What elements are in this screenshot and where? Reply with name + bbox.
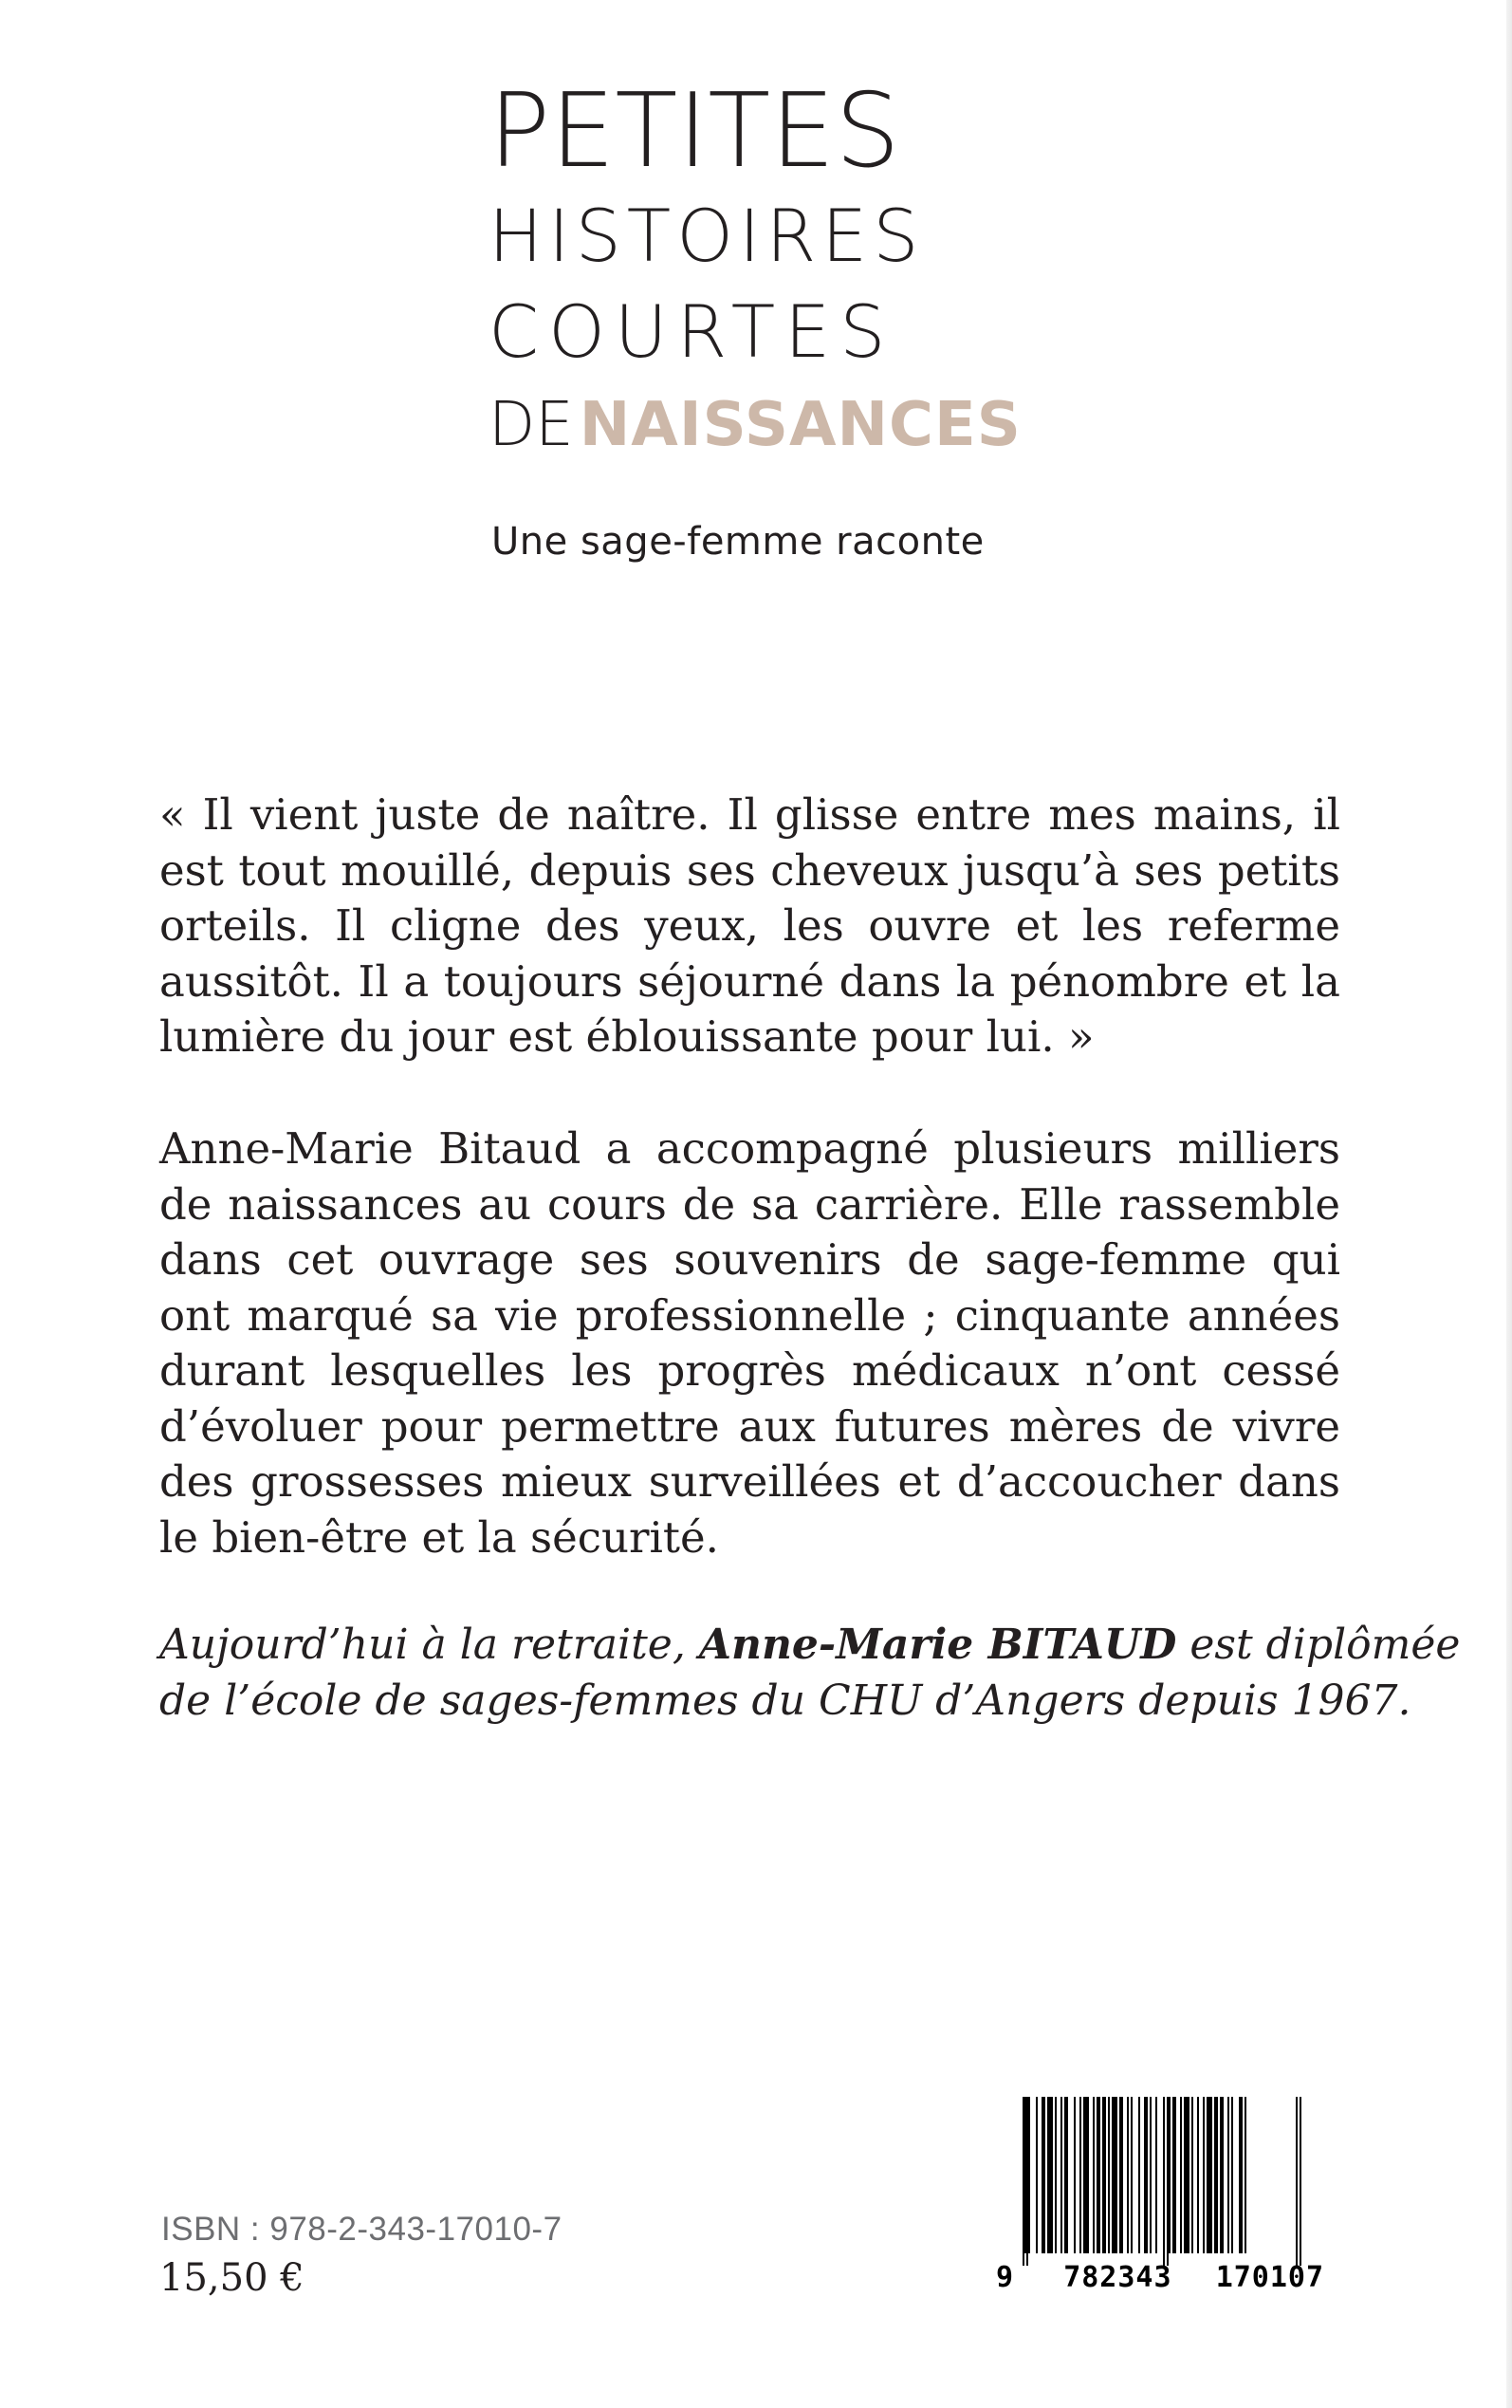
barcode-bar <box>1227 2097 1229 2253</box>
barcode-bar <box>1191 2097 1193 2253</box>
barcode-guard-bar <box>1300 2097 1301 2266</box>
excerpt-quote: « Il vient juste de naître. Il glisse entre mes mains, il est tout mouillé, depuis ses cheveux jusqu’à ses petits orteils. Il cligne des yeux, les ouvre et les referme aussitôt. Il a toujours séjourné dans la pénombre et la lumière du jour est éblouissante pour lui. » <box>159 789 1340 1062</box>
barcode-bar <box>1180 2097 1182 2253</box>
barcode-bar <box>1220 2097 1224 2253</box>
title-line-3: COURTES <box>489 289 895 374</box>
barcode-bar <box>1047 2097 1053 2253</box>
barcode-bar <box>1172 2097 1176 2253</box>
book-price: 15,50 € <box>159 2256 304 2300</box>
title-highlight: NAISSANCES <box>579 390 1022 460</box>
title-line-4 <box>489 390 1022 460</box>
barcode-bar <box>1127 2097 1129 2253</box>
book-subtitle: Une sage-femme raconte <box>491 520 985 564</box>
barcode-bar <box>1042 2097 1045 2253</box>
barcode-bar <box>1144 2097 1148 2253</box>
barcode-bar <box>1055 2097 1057 2253</box>
barcode-bar <box>1197 2097 1199 2253</box>
title-line-2: HISTOIRES <box>489 194 925 278</box>
barcode-bar <box>1150 2097 1152 2253</box>
barcode-bar <box>1097 2097 1100 2253</box>
barcode-bar <box>1102 2097 1106 2253</box>
book-description: Anne-Marie Bitaud a accompagné plusieurs milliers de naissances au cours de sa carrière. Elle rassemble dans cet ouvrage ses souvenirs de sage-femme qui ont marqué sa vie professionnelle ; cinquante années durant lesquelles les progrès médicaux n’ont cessé d’évoluer pour permettre aux futures mères de vivre des grossesses mieux surveillées et d’accoucher dans le bien-être et la sécurité. <box>159 1123 1340 1563</box>
isbn-number: ISBN : 978-2-343-17010-7 <box>161 2211 562 2248</box>
barcode-bar <box>1093 2097 1095 2253</box>
barcode-bar <box>1060 2097 1062 2253</box>
barcode-digits-left: 782343 <box>1063 2261 1172 2294</box>
cover-edge <box>1506 0 1512 2408</box>
barcode-guard-bar <box>1026 2097 1028 2266</box>
barcode-digits <box>996 2261 1325 2294</box>
barcode <box>996 2097 1325 2301</box>
barcode-guard-bar <box>1023 2097 1024 2266</box>
title-line-1: PETITES <box>489 72 900 191</box>
book-title <box>489 72 1022 460</box>
barcode-bar <box>1079 2097 1081 2253</box>
barcode-bar <box>1083 2097 1089 2253</box>
barcode-digits-right: 170107 <box>1215 2261 1325 2294</box>
barcode-bar <box>1028 2097 1030 2253</box>
barcode-bar <box>1203 2097 1205 2253</box>
barcode-guard-bar <box>1296 2097 1298 2266</box>
barcode-guard-bar <box>1163 2097 1165 2266</box>
barcode-bar <box>1074 2097 1076 2253</box>
author-bio-line2: de l’école de sages-femmes du CHU d’Angers depuis 1967. <box>159 1676 1411 1725</box>
barcode-bar <box>1184 2097 1189 2253</box>
barcode-bar <box>1155 2097 1157 2253</box>
barcode-bar <box>1112 2097 1117 2253</box>
title-prefix: DE <box>489 390 574 460</box>
barcode-bar <box>1119 2097 1123 2253</box>
barcode-bar <box>1214 2097 1218 2253</box>
author-name: Anne-Marie BITAUD <box>698 1621 1177 1669</box>
barcode-bar <box>1231 2097 1233 2253</box>
barcode-bar <box>1138 2097 1140 2253</box>
author-bio-intro: Aujourd’hui à la retraite, <box>159 1621 699 1669</box>
barcode-bar <box>1036 2097 1038 2253</box>
barcode-bar <box>1207 2097 1212 2253</box>
barcode-bar <box>1239 2097 1243 2253</box>
barcode-bar <box>1131 2097 1133 2253</box>
author-bio <box>159 1618 1461 1729</box>
barcode-bar <box>1245 2097 1246 2253</box>
barcode-digit-first: 9 <box>996 2261 1015 2294</box>
barcode-bar <box>1064 2097 1068 2253</box>
author-bio-line1-end: est diplômée <box>1176 1621 1461 1669</box>
barcode-guard-bar <box>1167 2097 1169 2266</box>
barcode-bar <box>1108 2097 1110 2253</box>
